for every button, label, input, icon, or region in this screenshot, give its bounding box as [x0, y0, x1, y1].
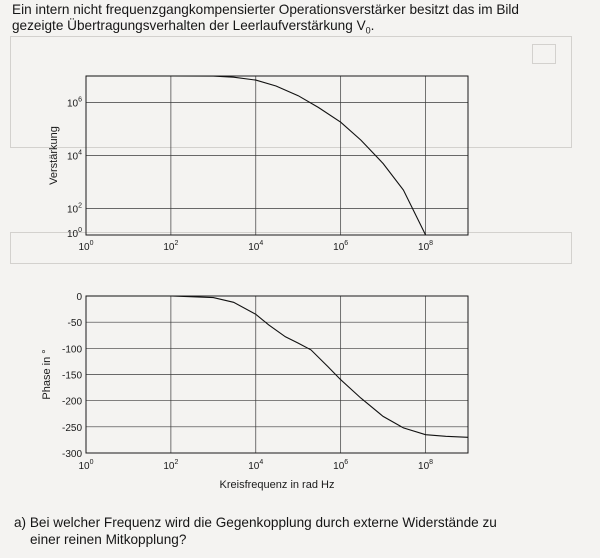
phase-ytick-5: -250 [61, 422, 82, 434]
mag-xtick-2-base: 10 [248, 242, 260, 253]
phase-ytick-4: -200 [61, 396, 82, 408]
phase-ytick-1: -50 [67, 318, 82, 330]
mag-ytick-3 [67, 97, 82, 110]
phase-xtick-3 [333, 459, 348, 472]
phase-xtick-0-base: 10 [78, 461, 90, 472]
mag-xtick-3-base: 10 [333, 242, 345, 253]
mag-ytick-2-exp: 4 [78, 149, 82, 157]
mag-xtick-2 [248, 240, 263, 253]
mag-xtick-4 [418, 240, 433, 253]
phase-ytick-6: -300 [61, 449, 82, 460]
phase-ytick-0: 0 [76, 292, 82, 303]
mag-xtick-0-base: 10 [78, 242, 90, 253]
mag-ytick-0-base: 10 [66, 229, 79, 240]
mag-ytick-3-exp: 6 [78, 96, 82, 104]
mag-xtick-2-exp: 4 [259, 240, 264, 247]
phase-xlabel: Kreisfrequenz in rad Hz [219, 479, 335, 491]
intro-subscript: 0 [365, 25, 371, 36]
intro-line-1: Ein intern nicht frequenzgangkompensierter Operationsverstärker besitzt das im Bild [12, 2, 519, 17]
mag-ytick-2-base: 10 [66, 151, 79, 163]
mag-ytick-0 [67, 227, 82, 240]
magnitude-plot [48, 76, 468, 253]
phase-xtick-0-exp: 0 [89, 459, 94, 466]
phase-xtick-4 [418, 459, 433, 472]
phase-xtick-3-exp: 6 [344, 459, 349, 466]
phase-ytick-2: -100 [61, 344, 82, 356]
mag-xtick-0-exp: 0 [89, 240, 94, 247]
intro-line-2: gezeigte Übertragungsverhalten der Leerlaufverstärkung V [12, 18, 366, 33]
mag-ytick-0-exp: 0 [78, 227, 82, 234]
mag-ytick-2 [67, 150, 82, 163]
phase-xtick-1 [163, 459, 178, 472]
question-a-line-1: a) Bei welcher Frequenz wird die Gegenkopplung durch externe Widerstände zu [14, 515, 497, 530]
phase-ytick-3: -150 [61, 370, 82, 382]
mag-xtick-1-base: 10 [163, 242, 175, 253]
phase-xtick-2-exp: 4 [259, 459, 264, 466]
phase-xtick-2 [248, 459, 263, 472]
phase-xtick-2-base: 10 [248, 461, 260, 472]
mag-xtick-4-base: 10 [418, 242, 430, 253]
phase-plot [41, 292, 468, 491]
mag-xtick-0 [78, 240, 93, 253]
mag-xtick-1-exp: 2 [174, 240, 179, 247]
mag-xtick-1 [163, 240, 178, 253]
mag-ytick-1-base: 10 [66, 204, 79, 216]
phase-xtick-1-base: 10 [163, 461, 175, 472]
mag-ytick-1 [67, 203, 82, 216]
mag-ytick-1-exp: 2 [78, 202, 82, 210]
mag-xtick-3-exp: 6 [344, 240, 349, 247]
question-a [14, 514, 584, 548]
phase-xtick-4-base: 10 [418, 461, 430, 472]
phase-ylabel: Phase in ° [41, 349, 53, 400]
phase-xtick-0 [78, 459, 93, 472]
phase-xtick-1-exp: 2 [174, 459, 179, 466]
mag-xtick-4-exp: 8 [429, 240, 434, 247]
phase-series-line-0 [86, 296, 468, 437]
phase-xtick-3-base: 10 [333, 461, 345, 472]
phase-xtick-4-exp: 8 [429, 459, 434, 466]
mag-xtick-3 [333, 240, 348, 253]
question-a-line-2: einer reinen Mitkopplung? [30, 532, 187, 547]
mag-ylabel: Verstärkung [48, 126, 60, 185]
mag-ytick-3-base: 10 [66, 98, 79, 110]
intro-line-2-end: . [370, 18, 375, 33]
